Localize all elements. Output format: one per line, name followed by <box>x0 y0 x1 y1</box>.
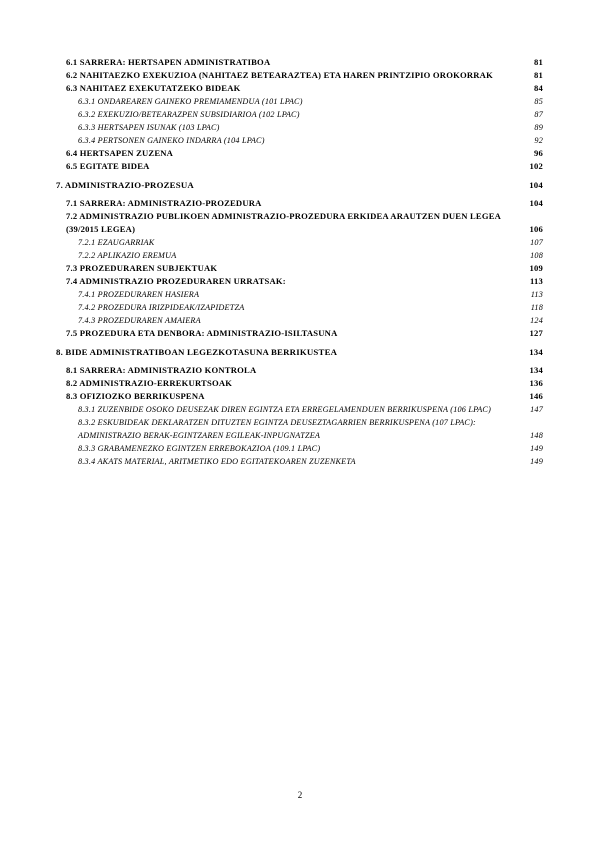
toc-entry-title: 7.4.3 PROZEDURAREN AMAIERA <box>78 316 201 325</box>
toc-entry[interactable] <box>56 377 543 390</box>
toc-entry[interactable] <box>56 403 543 416</box>
toc-entry-page: 146 <box>529 391 543 401</box>
toc-entry-title: 6.1 SARRERA: HERTSAPEN ADMINISTRATIBOA <box>66 57 271 67</box>
toc-entry-page: 84 <box>534 83 543 93</box>
toc-entry-page: 149 <box>530 457 543 466</box>
toc-entry-title: 7.3 PROZEDURAREN SUBJEKTUAK <box>66 263 218 273</box>
toc-entry-title: 7.1 SARRERA: ADMINISTRAZIO-PROZEDURA <box>66 198 262 208</box>
toc-entry-page: 85 <box>534 97 543 106</box>
toc-entry[interactable] <box>56 82 543 95</box>
toc-entry[interactable] <box>56 121 543 134</box>
toc-entry[interactable] <box>56 390 543 403</box>
toc-entry-title: 8.3.4 AKATS MATERIAL, ARITMETIKO EDO EGITATEKOAREN ZUZENKETA <box>78 457 356 466</box>
toc-entry-title: 8.1 SARRERA: ADMINISTRAZIO KONTROLA <box>66 365 257 375</box>
toc-entry-page: 89 <box>534 123 543 132</box>
toc-entry[interactable] <box>56 288 543 301</box>
page-number: 2 <box>297 790 303 800</box>
toc-entry-title: 7.4 ADMINISTRAZIO PROZEDURAREN URRATSAK: <box>66 276 286 286</box>
toc-entry-title: 7.2.2 APLIKAZIO EREMUA <box>78 251 177 260</box>
toc-entry-page: 102 <box>529 161 543 171</box>
toc-entry-page: 81 <box>534 57 543 67</box>
toc-entry-title: 7.4.2 PROZEDURA IRIZPIDEAK/IZAPIDETZA <box>78 303 245 312</box>
toc-entry[interactable] <box>56 56 543 69</box>
toc-entry[interactable] <box>56 442 543 455</box>
toc-entry-page: 124 <box>530 316 543 325</box>
table-of-contents <box>56 56 543 468</box>
toc-entry[interactable] <box>56 210 543 236</box>
toc-entry[interactable] <box>56 455 543 468</box>
toc-entry-page: 106 <box>529 224 543 234</box>
toc-entry-page: 104 <box>529 198 543 208</box>
toc-entry-page: 87 <box>534 110 543 119</box>
toc-entry-page: 109 <box>529 263 543 273</box>
toc-entry-title: 6.3.2 EXEKUZIO/BETEARAZPEN SUBSIDIARIOA (102 LPAC) <box>78 110 300 119</box>
toc-entry-page: 118 <box>530 303 543 312</box>
toc-entry-page: 134 <box>529 347 543 357</box>
toc-entry[interactable] <box>56 275 543 288</box>
toc-entry-title: 8.3.2 ESKUBIDEAK DEKLARATZEN DITUZTEN EGINTZA DEUSEZTAGARRIEN BERRIKUSPENA (107 LPAC): ADMINISTRAZIO BERAK-EGINTZAREN EGILEAK-INPUGNATZEA <box>78 418 476 440</box>
toc-entry-title: 7.4.1 PROZEDURAREN HASIERA <box>78 290 200 299</box>
toc-entry[interactable] <box>56 327 543 340</box>
toc-entry[interactable] <box>56 262 543 275</box>
toc-entry-title: 7.2 ADMINISTRAZIO PUBLIKOEN ADMINISTRAZIO-PROZEDURA ERKIDEA ARAUTZEN DUEN LEGEA (39/2015 LEGEA) <box>66 211 501 234</box>
toc-entry[interactable] <box>56 416 543 442</box>
toc-entry-title: 8.2 ADMINISTRAZIO-ERREKURTSOAK <box>66 378 233 388</box>
toc-entry[interactable] <box>56 197 543 210</box>
toc-entry[interactable] <box>56 249 543 262</box>
toc-entry-title: 8. BIDE ADMINISTRATIBOAN LEGEZKOTASUNA BERRIKUSTEA <box>56 347 338 357</box>
toc-entry[interactable] <box>56 346 543 359</box>
toc-entry-page: 113 <box>529 276 543 286</box>
toc-entry[interactable] <box>56 364 543 377</box>
toc-entry[interactable] <box>56 95 543 108</box>
toc-entry-title: 7. ADMINISTRAZIO-PROZESUA <box>56 180 194 190</box>
toc-entry[interactable] <box>56 69 543 82</box>
toc-entry-title: 6.4 HERTSAPEN ZUZENA <box>66 148 174 158</box>
toc-entry-page: 149 <box>530 444 543 453</box>
toc-entry-title: 8.3 OFIZIOZKO BERRIKUSPENA <box>66 391 205 401</box>
toc-entry[interactable] <box>56 134 543 147</box>
toc-entry[interactable] <box>56 301 543 314</box>
toc-entry-title: 6.2 NAHITAEZKO EXEKUZIOA (NAHITAEZ BETEARAZTEA) ETA HAREN PRINTZIPIO OROKORRAK <box>66 70 493 80</box>
toc-entry-page: 92 <box>534 136 543 145</box>
toc-entry-page: 147 <box>530 405 543 414</box>
toc-entry-title: 6.3 NAHITAEZ EXEKUTATZEKO BIDEAK <box>66 83 241 93</box>
toc-entry-page: 104 <box>529 180 543 190</box>
toc-entry-title: 8.3.1 ZUZENBIDE OSOKO DEUSEZAK DIREN EGINTZA ETA ERREGELAMENDUEN BERRIKUSPENA (106 LPAC) <box>78 405 492 414</box>
toc-entry-page: 134 <box>529 365 543 375</box>
toc-entry-title: 7.5 PROZEDURA ETA DENBORA: ADMINISTRAZIO-ISILTASUNA <box>66 328 338 338</box>
toc-entry-title: 6.3.3 HERTSAPEN ISUNAK (103 LPAC) <box>78 123 220 132</box>
toc-entry-title: 8.3.3 GRABAMENEZKO EGINTZEN ERREBOKAZIOA (109.1 LPAC) <box>78 444 321 453</box>
toc-entry-title: 7.2.1 EZAUGARRIAK <box>78 238 155 247</box>
toc-entry-page: 127 <box>529 328 543 338</box>
toc-entry-page: 81 <box>534 70 543 80</box>
toc-entry-page: 113 <box>530 290 543 299</box>
toc-entry-page: 96 <box>534 148 543 158</box>
toc-entry-title: 6.3.1 ONDAREAREN GAINEKO PREMIAMENDUA (101 LPAC) <box>78 97 303 106</box>
toc-entry-title: 6.3.4 PERTSONEN GAINEKO INDARRA (104 LPAC) <box>78 136 265 145</box>
toc-entry[interactable] <box>56 179 543 192</box>
toc-entry[interactable] <box>56 160 543 173</box>
toc-entry[interactable] <box>56 147 543 160</box>
toc-entry-title: 6.5 EGITATE BIDEA <box>66 161 150 171</box>
toc-entry[interactable] <box>56 236 543 249</box>
toc-entry-page: 107 <box>530 238 543 247</box>
toc-entry-page: 148 <box>530 431 543 440</box>
toc-entry-page: 136 <box>529 378 543 388</box>
toc-entry[interactable] <box>56 314 543 327</box>
toc-entry-page: 108 <box>530 251 543 260</box>
toc-entry[interactable] <box>56 108 543 121</box>
